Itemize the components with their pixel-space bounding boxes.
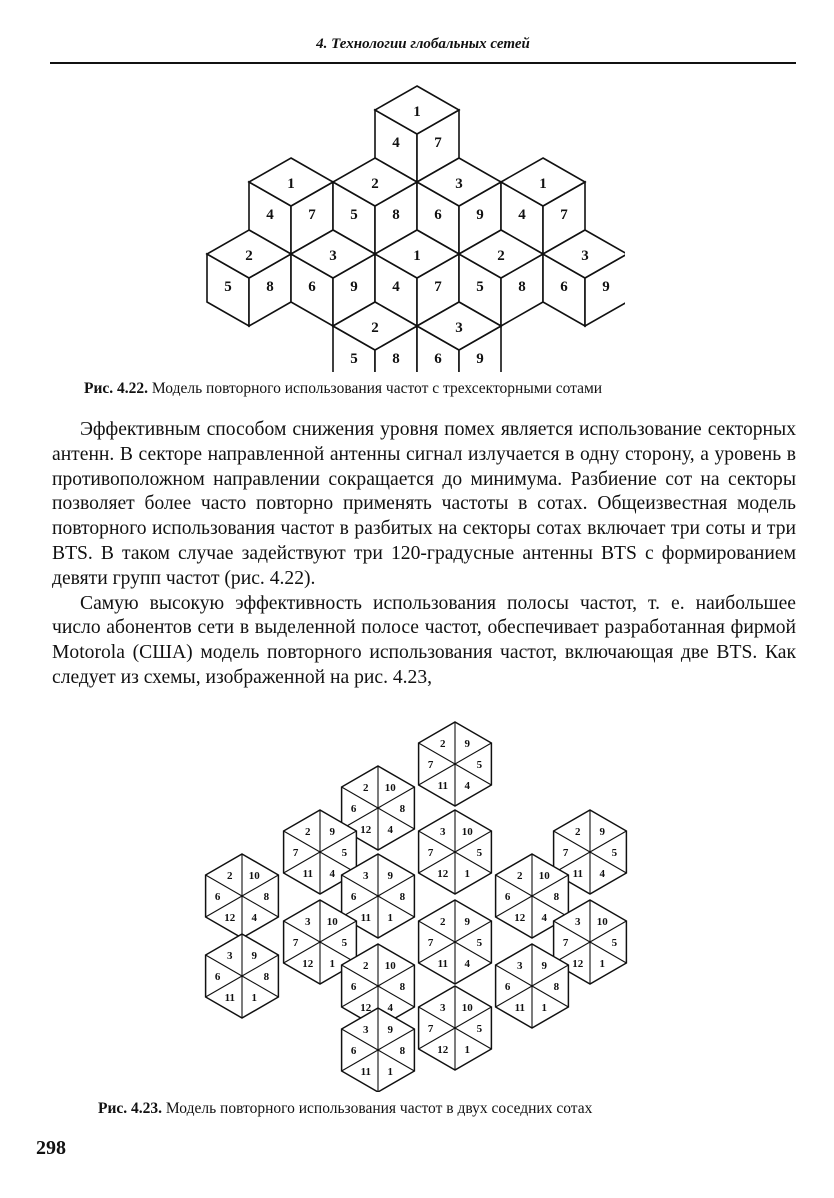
sector-label: 4 [251, 912, 257, 925]
sector-label: 3 [363, 869, 369, 882]
sector-label: 11 [360, 912, 372, 925]
sector-label: 3 [440, 825, 446, 838]
sector-label: 5 [224, 279, 232, 295]
figure-4-23-diagram [200, 716, 650, 1092]
sector-label: 4 [392, 135, 400, 151]
sector-label: 6 [504, 891, 511, 903]
sector-label: 6 [350, 803, 357, 815]
sector-label: 11 [360, 1066, 372, 1079]
body-text [52, 418, 796, 691]
sector-label: 9 [387, 1023, 393, 1036]
sector-label: 7 [434, 279, 442, 295]
sector-label: 5 [476, 1023, 483, 1035]
sector-label: 4 [599, 868, 605, 881]
sector-label: 2 [227, 869, 233, 882]
sector-label: 8 [392, 207, 400, 223]
sector-label: 7 [562, 847, 569, 859]
sector-label: 6 [504, 981, 511, 993]
sector-label: 2 [245, 248, 253, 264]
sector-label: 7 [427, 847, 434, 859]
sector-label: 5 [476, 279, 484, 295]
sector-label: 4 [518, 207, 526, 223]
sector-label: 1 [287, 176, 295, 192]
sector-label: 1 [387, 912, 393, 925]
figure-4-23-caption-label: Рис. 4.23. [98, 1100, 163, 1117]
sector-label: 5 [611, 847, 618, 859]
sector-label: 6 [350, 1045, 357, 1057]
sector-label: 7 [427, 759, 434, 771]
sector-label: 8 [553, 981, 560, 993]
sector-label: 9 [541, 959, 547, 972]
sector-label: 8 [392, 351, 400, 367]
sector-label: 10 [461, 1001, 473, 1014]
sector-label: 9 [599, 825, 605, 838]
sector-label: 7 [562, 937, 569, 949]
sector-label: 3 [455, 176, 463, 192]
sector-label: 9 [329, 825, 335, 838]
sector-label: 6 [560, 279, 568, 295]
sector-label: 6 [308, 279, 316, 295]
sector-label: 1 [464, 868, 470, 881]
sector-label: 10 [596, 915, 608, 928]
sector-label: 4 [266, 207, 274, 223]
sector-label: 9 [464, 737, 470, 750]
sector-label: 8 [399, 891, 406, 903]
sector-label: 1 [413, 104, 421, 120]
sector-label: 1 [599, 958, 605, 971]
sector-label: 9 [387, 869, 393, 882]
sector-label: 8 [263, 971, 270, 983]
sector-label: 4 [329, 868, 335, 881]
sector-label: 7 [434, 135, 442, 151]
figure-4-23-caption [98, 1100, 592, 1118]
sector-label: 11 [514, 1002, 526, 1015]
sector-label: 2 [363, 781, 369, 794]
sector-label: 10 [461, 825, 473, 838]
sector-label: 5 [611, 937, 618, 949]
sector-label: 5 [476, 937, 483, 949]
sector-label: 8 [399, 1045, 406, 1057]
sector-label: 8 [399, 981, 406, 993]
hex-cell [419, 722, 492, 806]
sector-label: 7 [560, 207, 568, 223]
figure-4-22-caption-label: Рис. 4.22. [84, 380, 149, 397]
sector-label: 3 [575, 915, 581, 928]
figure-4-22-diagram [205, 76, 625, 372]
hex-cell [206, 854, 279, 938]
sector-label: 5 [476, 847, 483, 859]
sector-label: 5 [341, 847, 348, 859]
sector-label: 6 [350, 891, 357, 903]
sector-label: 1 [464, 1044, 470, 1057]
sector-label: 10 [248, 869, 260, 882]
sector-label: 6 [350, 981, 357, 993]
sector-label: 12 [224, 912, 236, 925]
sector-label: 5 [476, 759, 483, 771]
sector-label: 2 [517, 869, 523, 882]
sector-label: 4 [464, 958, 470, 971]
sector-label: 4 [392, 279, 400, 295]
sector-label: 7 [292, 847, 299, 859]
sector-label: 7 [427, 937, 434, 949]
sector-label: 3 [363, 1023, 369, 1036]
sector-label: 6 [434, 207, 442, 223]
sector-label: 12 [572, 958, 584, 971]
sector-label: 6 [214, 891, 221, 903]
hex-cell [206, 934, 279, 1018]
sector-label: 12 [302, 958, 314, 971]
figure-4-23-caption-text: Модель повторного использования частот в двух соседних сотах [165, 1100, 593, 1117]
sector-label: 5 [350, 207, 358, 223]
sector-label: 12 [437, 1044, 449, 1057]
header-rule [50, 62, 796, 64]
sector-label: 6 [434, 351, 442, 367]
sector-label: 3 [440, 1001, 446, 1014]
sector-label: 8 [263, 891, 270, 903]
sector-label: 11 [302, 868, 314, 881]
sector-label: 2 [371, 320, 379, 336]
sector-label: 2 [440, 915, 446, 928]
sector-label: 6 [214, 971, 221, 983]
sector-label: 2 [371, 176, 379, 192]
sector-label: 11 [437, 958, 449, 971]
sector-label: 8 [553, 891, 560, 903]
hex-cell [419, 810, 492, 894]
sector-label: 5 [341, 937, 348, 949]
paragraph-2: Самую высокую эффективность использования полосы частот, т. е. наибольшее число абонентов сети в выделенной полосе частот, обеспечивает разработанная фирмой Motorola (США) модель повторного использования частот, включающая две BTS. Как следует из схемы, изображенной на рис. 4.23, [52, 592, 796, 688]
sector-label: 12 [360, 824, 372, 837]
figure-4-22-caption [84, 380, 602, 398]
sector-label: 9 [350, 279, 358, 295]
sector-label: 9 [464, 915, 470, 928]
figure-4-22-caption-text: Модель повторного использования частот с трехсекторными сотами [151, 380, 603, 397]
sector-label: 9 [476, 207, 484, 223]
sector-label: 3 [329, 248, 337, 264]
hex-cell [419, 900, 492, 984]
sector-label: 9 [476, 351, 484, 367]
sector-label: 10 [538, 869, 550, 882]
sector-label: 11 [437, 780, 449, 793]
sector-label: 12 [514, 912, 526, 925]
sector-label: 10 [384, 781, 396, 794]
sector-label: 4 [387, 824, 393, 837]
sector-label: 1 [541, 1002, 547, 1015]
sector-label: 4 [541, 912, 547, 925]
sector-label: 1 [329, 958, 335, 971]
sector-label: 2 [575, 825, 581, 838]
sector-label: 10 [384, 959, 396, 972]
hex-cell [342, 1008, 415, 1092]
sector-label: 9 [602, 279, 610, 295]
sector-label: 3 [517, 959, 523, 972]
sector-label: 2 [497, 248, 505, 264]
sector-label: 12 [437, 868, 449, 881]
sector-label: 7 [292, 937, 299, 949]
sector-label: 11 [572, 868, 584, 881]
sector-label: 8 [518, 279, 526, 295]
sector-label: 3 [455, 320, 463, 336]
sector-label: 1 [539, 176, 547, 192]
sector-label: 3 [305, 915, 311, 928]
sector-label: 10 [326, 915, 338, 928]
sector-label: 3 [581, 248, 589, 264]
sector-label: 8 [399, 803, 406, 815]
page-number: 298 [36, 1137, 66, 1159]
sector-label: 4 [387, 1002, 393, 1015]
sector-label: 1 [251, 992, 257, 1005]
sector-label: 4 [464, 780, 470, 793]
sector-label: 2 [363, 959, 369, 972]
sector-label: 2 [440, 737, 446, 750]
running-header: 4. Технологии глобальных сетей [316, 36, 530, 52]
sector-label: 1 [387, 1066, 393, 1079]
sector-label: 2 [305, 825, 311, 838]
sector-label: 3 [227, 949, 233, 962]
sector-label: 1 [413, 248, 421, 264]
sector-label: 11 [224, 992, 236, 1005]
sector-label: 9 [251, 949, 257, 962]
sector-label: 12 [360, 1002, 372, 1015]
sector-label: 5 [350, 351, 358, 367]
paragraph-1: Эффективным способом снижения уровня помех является использование секторных антенн. В секторе направленной антенны сигнал излучается в одну сторону, а уровень в противоположном направлении сокращается до минимума. Разбиение сот на секторы позволяет более часто повторно применять частоты в сотах. Общеизвестная модель повторного использования частот в разбитых на секторы сотах включает три соты и три BTS. В таком случае задействуют три 120-градусные антенны BTS с формированием девяти групп частот (рис. 4.22). [52, 419, 796, 589]
sector-label: 7 [308, 207, 316, 223]
hex-cell [419, 986, 492, 1070]
sector-label: 8 [266, 279, 274, 295]
sector-label: 7 [427, 1023, 434, 1035]
